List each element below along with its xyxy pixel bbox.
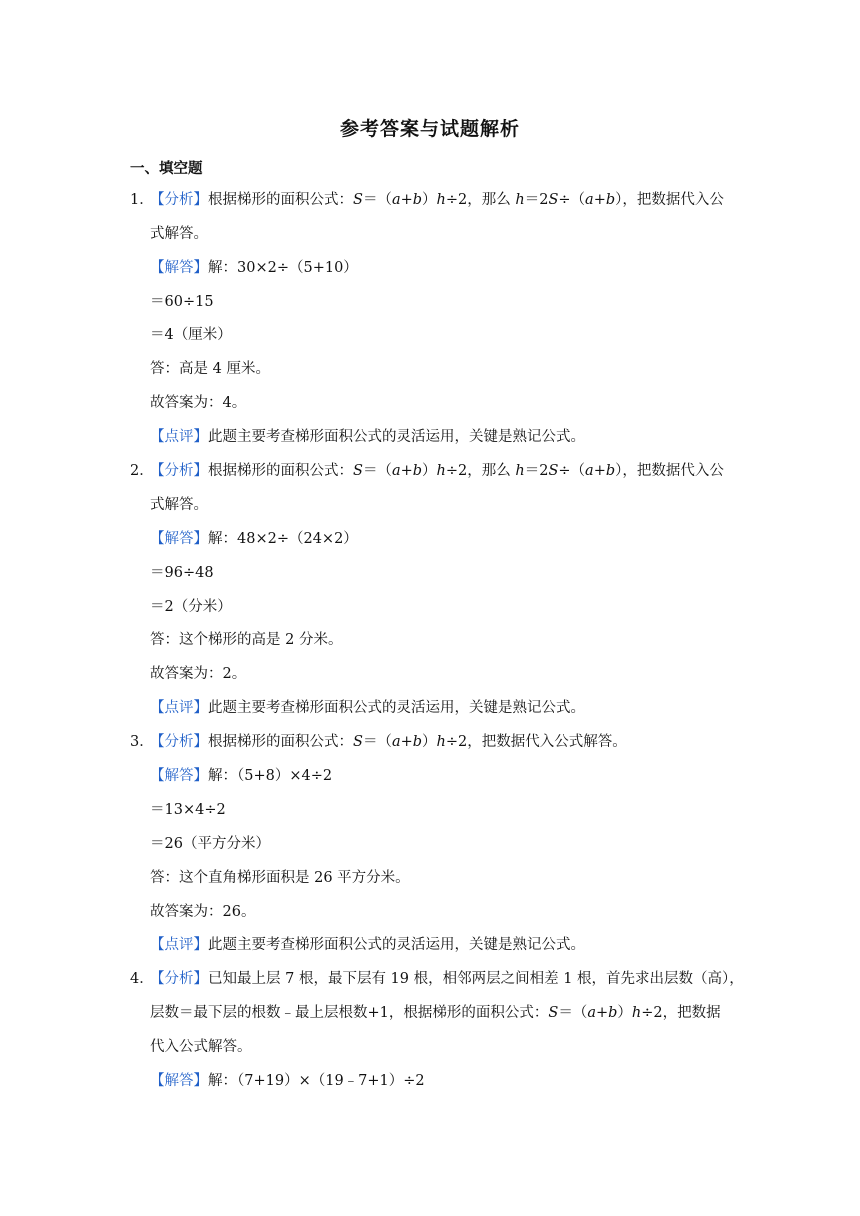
q2-analysis-cont: 式解答。 [150, 497, 208, 513]
q3-comment: 【点评】此题主要考查梯形面积公式的灵活运用，关键是熟记公式。 [150, 937, 585, 953]
q1-comment: 【点评】此题主要考查梯形面积公式的灵活运用，关键是熟记公式。 [150, 429, 585, 445]
page-title: 参考答案与试题解析 [339, 118, 520, 140]
q1-reply: 答：高是 4 厘米。 [150, 361, 270, 377]
answer-tag: 【解答】 [150, 1073, 208, 1089]
question-number: 2． [130, 463, 154, 479]
q1-solution: 【解答】解：30×2÷（5+10） [150, 260, 358, 276]
q2-reply: 答：这个梯形的高是 2 分米。 [150, 632, 343, 648]
comment-tag: 【点评】 [150, 700, 208, 716]
q2-step: ＝96÷48 [150, 565, 214, 581]
q4-solution: 【解答】解：（7+19）×（19﹣7+1）÷2 [150, 1073, 425, 1089]
q1-final: 故答案为：4。 [150, 395, 247, 411]
q3-reply: 答：这个直角梯形面积是 26 平方分米。 [150, 870, 410, 886]
answer-tag: 【解答】 [150, 531, 208, 547]
q1-step: ＝4（厘米） [150, 327, 232, 343]
q2-step: ＝2（分米） [150, 599, 232, 615]
q2-final: 故答案为：2。 [150, 666, 247, 682]
section-heading: 一、填空题 [130, 161, 203, 177]
question-number: 3． [130, 734, 154, 750]
q2-solution: 【解答】解：48×2÷（24×2） [150, 531, 358, 547]
analysis-tag: 【分析】 [150, 192, 208, 208]
q4-analysis: 【分析】已知最上层 7 根，最下层有 19 根，相邻两层之间相差 1 根，首先求出层数（高）， [150, 971, 744, 987]
q1-analysis: 【分析】根据梯形的面积公式：S＝（a+b）h÷2，那么 h＝2S÷（a+b），把数据代入公 [150, 192, 724, 208]
analysis-tag: 【分析】 [150, 734, 208, 750]
q3-final: 故答案为：26。 [150, 904, 256, 920]
q3-step: ＝13×4÷2 [150, 802, 226, 818]
analysis-tag: 【分析】 [150, 463, 208, 479]
answer-tag: 【解答】 [150, 768, 208, 784]
comment-tag: 【点评】 [150, 429, 208, 445]
q3-analysis: 【分析】根据梯形的面积公式：S＝（a+b）h÷2，把数据代入公式解答。 [150, 734, 627, 750]
q3-solution: 【解答】解：（5+8）×4÷2 [150, 768, 333, 784]
q4-analysis-cont: 层数＝最下层的根数﹣最上层根数+1，根据梯形的面积公式：S＝（a+b）h÷2，把数据 [150, 1005, 721, 1021]
q3-step: ＝26（平方分米） [150, 836, 270, 852]
question-number: 4． [130, 971, 154, 987]
analysis-tag: 【分析】 [150, 971, 208, 987]
q4-analysis-cont: 代入公式解答。 [150, 1039, 252, 1055]
q1-step: ＝60÷15 [150, 294, 214, 310]
q2-comment: 【点评】此题主要考查梯形面积公式的灵活运用，关键是熟记公式。 [150, 700, 585, 716]
answer-tag: 【解答】 [150, 260, 208, 276]
q2-analysis: 【分析】根据梯形的面积公式：S＝（a+b）h÷2，那么 h＝2S÷（a+b），把数据代入公 [150, 463, 724, 479]
question-number: 1． [130, 192, 154, 208]
comment-tag: 【点评】 [150, 937, 208, 953]
q1-analysis-cont: 式解答。 [150, 226, 208, 242]
